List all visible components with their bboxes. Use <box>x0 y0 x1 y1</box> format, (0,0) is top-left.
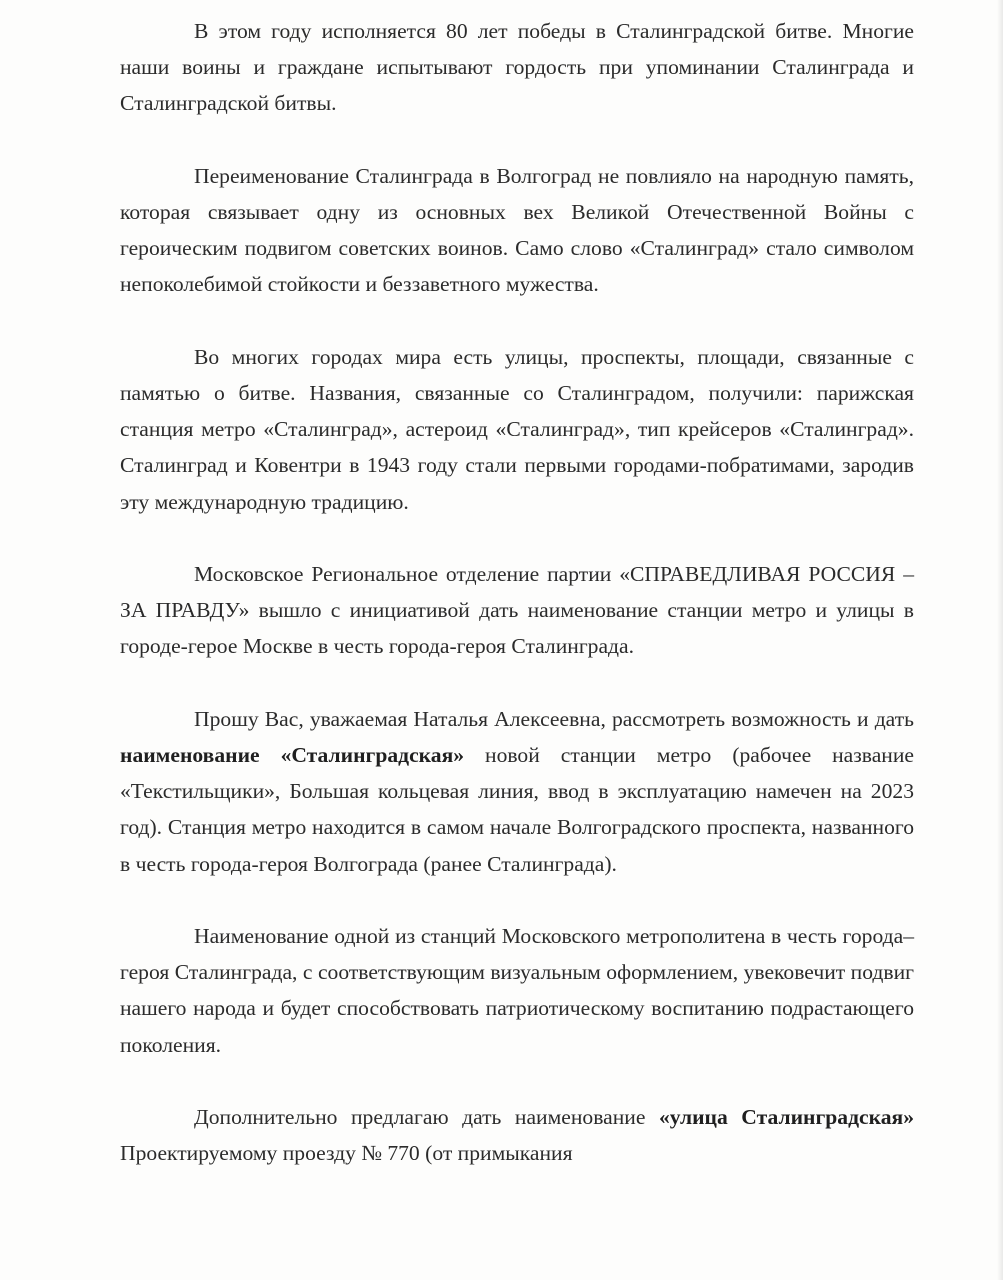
paragraph-request-station <box>120 701 914 882</box>
request-text-end: новой станции метро (рабочее название «Текстильщики», Большая кольцевая линия, ввод в эксплуатацию намечен на 2023 год). Станция метро находится в самом начале Волгоградского проспекта, названного в честь города-героя Волгограда (ранее Сталинграда). <box>120 743 914 876</box>
paragraph-initiative: Московское Региональное отделение партии «СПРАВЕДЛИВАЯ РОССИЯ – ЗА ПРАВДУ» вышло с инициативой дать наименование станции метро и улицы в городе-герое Москве в честь города-героя Сталинграда. <box>120 562 914 659</box>
street-name-bold: «улица Сталинградская» <box>658 1105 914 1129</box>
request-text-start: Прошу Вас, уважаемая Наталья Алексеевна, рассмотреть возможность и дать <box>194 706 914 731</box>
street-text-end: Проектируемому проезду № 770 (от примыкания <box>120 1141 573 1166</box>
paragraph-street-proposal <box>120 1099 914 1171</box>
paragraph-world-names: Во многих городах мира есть улицы, проспекты, площади, связанные с памятью о битве. Названия, связанные со Сталинградом, получили: парижская станция метро «Сталинград», астероид «Сталинград», тип крейсеров «Сталинград». Сталинград и Ковентри в 1943 году стали первыми городами-побратимами, зародив эту международную традицию. <box>120 344 914 514</box>
paragraph-anniversary: В этом году исполняется 80 лет победы в Сталинградской битве. Многие наши воины и граждане испытывают гордость при упоминании Сталинграда и Сталинградской битвы. <box>120 19 914 116</box>
document-body <box>120 13 914 1171</box>
paragraph-commemoration: Наименование одной из станций Московского метрополитена в честь города–героя Сталинграда, с соответствующим визуальным оформлением, увековечит подвиг нашего народа и будет способствовать патриотическому воспитанию подрастающего поколения. <box>120 924 914 1057</box>
street-text-start: Дополнительно предлагаю дать наименование <box>194 1105 659 1129</box>
paragraph-renaming: Переименование Сталинграда в Волгоград не повлияло на народную память, которая связывает одну из основных вех Великой Отечественной Войны с героическим подвигом советских воинов. Само слово «Сталинград» стало символом непоколебимой стойкости и беззаветного мужества. <box>120 163 914 297</box>
station-name-bold: наименование «Сталинградская» <box>120 743 465 767</box>
